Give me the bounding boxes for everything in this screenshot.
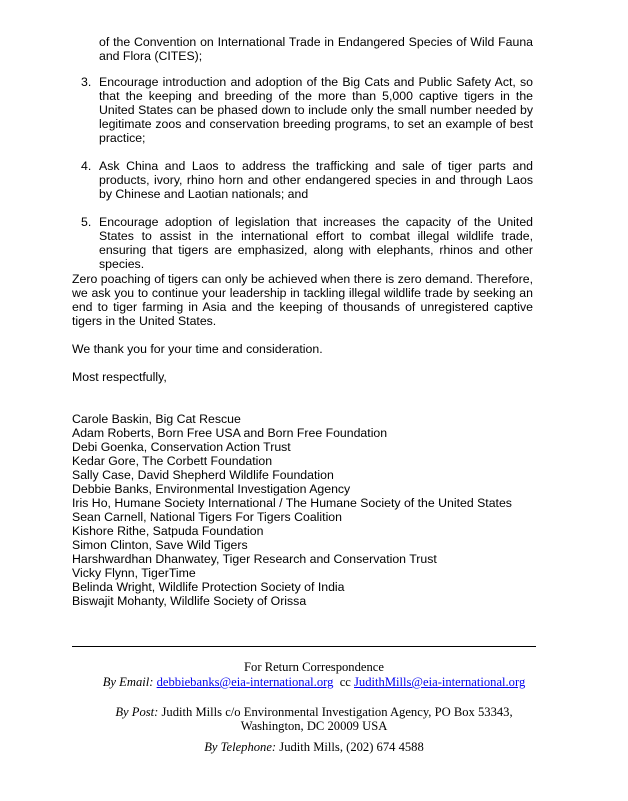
phone-text: Judith Mills, (202) 674 4588 [279,740,424,754]
post-address-line-2: Washington, DC 20009 USA [240,719,388,733]
list-item-4 [72,159,533,201]
signatory: Vicky Flynn, TigerTime [72,566,196,580]
list-item-5 [72,215,533,271]
email-link-debbie-banks[interactable]: debbiebanks@eia-international.org [156,675,334,689]
signatory: Sean Carnell, National Tigers For Tigers Coalition [72,510,342,524]
signatory: Debbie Banks, Environmental Investigation Agency [72,482,351,496]
signatory: Sally Case, David Shepherd Wildlife Foundation [72,468,334,482]
list-item-3 [72,75,533,145]
signatory: Harshwardhan Dhanwatey, Tiger Research and Conservation Trust [72,552,437,566]
email-label: By Email: [102,675,154,689]
list-number: 4. [81,159,92,173]
list-text: Ask China and Laos to address the trafficking and sale of tiger parts and products, ivory, rhino horn and other endangered species in and through Laos by Chinese and Laotian nationals; and [99,159,533,201]
footer-post-line [0,705,628,720]
signatory: Simon Clinton, Save Wild Tigers [72,538,248,552]
email-link-judith-mills[interactable]: JudithMills@eia-international.org [354,675,526,689]
closing-paragraph: Zero poaching of tigers can only be achieved when there is zero demand. Therefore, we ask you to continue your leadership in tackling illegal wildlife trade by seeking an end to tiger farming in Asia and the keeping of thousands of unregistered captive tigers in the United States. [72,272,533,328]
signatory: Debi Goenka, Conservation Action Trust [72,440,291,454]
post-address-line-1: Judith Mills c/o Environmental Investigation Agency, PO Box 53343, [161,705,513,719]
signatory: Belinda Wright, Wildlife Protection Society of India [72,580,345,594]
signatory: Carole Baskin, Big Cat Rescue [72,412,241,426]
post-label: By Post: [115,705,159,719]
footer-phone-line [0,740,628,755]
sign-off: Most respectfully, [72,370,167,384]
signatory: Kedar Gore, The Corbett Foundation [72,454,273,468]
signatory: Adam Roberts, Born Free USA and Born Free Foundation [72,426,388,440]
signatory: Kishore Rithe, Satpuda Foundation [72,524,264,538]
footer-divider [72,646,536,647]
footer-email-line [0,675,628,690]
list-number: 5. [81,215,92,229]
phone-label: By Telephone: [204,740,277,754]
signatory: Iris Ho, Humane Society International / The Humane Society of the United States [72,496,512,510]
footer-heading: For Return Correspondence [244,660,384,674]
signatory-list [72,412,542,608]
list-number: 3. [81,75,92,89]
continuation-text: of the Convention on International Trade in Endangered Species of Wild Fauna and Flora (CITES); [99,35,533,63]
list-text: Encourage introduction and adoption of the Big Cats and Public Safety Act, so that the keeping and breeding of the more than 5,000 captive tigers in the United States can be phased down to include only the small number needed by legitimate zoos and conservation breeding programs, to set an example of best practice; [99,75,533,145]
signatory: Biswajit Mohanty, Wildlife Society of Orissa [72,594,307,608]
thanks-line: We thank you for your time and consideration. [72,342,323,356]
cc-label: cc [339,675,351,689]
list-text: Encourage adoption of legislation that increases the capacity of the United States to assist in the international effort to combat illegal wildlife trade, ensuring that tigers are emphasized, along with elephants, rhinos and other species. [99,215,533,271]
